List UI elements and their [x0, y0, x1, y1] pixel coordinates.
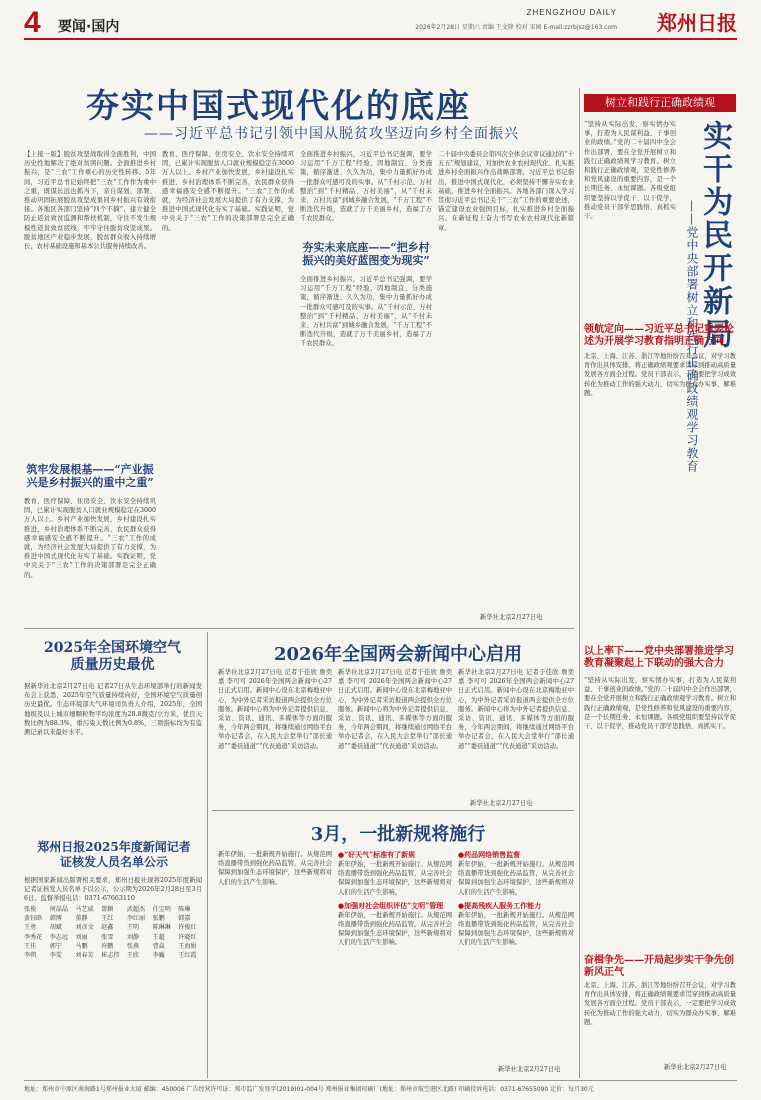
lead-column-4: 二十届中央委员会第四次全体会议审议通过的“十五五”规划建议，对加快农业农村现代化、扎实推进乡村全面振兴作出战略部署。习近平总书记指出，推进中国式现代化，必须坚持不懈夯实农业基础，推进乡村全面振兴。各地各部门深入学习贯彻习近平总书记关于“三农”工作的重要论述，锚定建设农业强国目标，扎实推进乡村全面振兴，在新征程上奋力书写农业农村现代化新篇章。 — [438, 151, 574, 232]
roster-name: 王超 — [152, 933, 165, 941]
roster-name: 许鹏 — [101, 942, 114, 950]
march-item-2-body: 新年伊始，一批新规开始施行。从规范网络直播带货到强化药品监管，从完善社会保障到加强生态环境保护，这些新规将对人们的生活产生影响。 — [338, 911, 452, 947]
roster-name: 王佳 — [24, 942, 37, 950]
air-quality-headline: 2025年全国环境空气质量历史最优 — [44, 640, 181, 673]
lead-column-2: 教育、医疗保障、住房安全、饮水安全持续巩固，已累计实现脱贫人口就业规模稳定在3000万人以上。乡村产业加快发展，乡村建设扎实推进，乡村治理体系不断完善，农民群众获得感幸福感安全感不断提升。“三农”工作的成就，为经济社会发展大局提供了有力支撑，为推进中国式现代化夯实了基础。实践证明，党中央关于“三农”工作的决策部署是完全正确的。 — [162, 151, 294, 232]
footer: 地址：郑州市中原区南海路1号郑州报业大厦 邮编：450006 广告经营许可证：郑市监广发登字(2019)01-004号 郑州报业集团印刷厂(地址：郑州市航空港区北路) 印刷投诉电话：0371-67655090 定价：每月30元 — [24, 1080, 737, 1093]
lead-column-3a: 全面推进乡村振兴，习近平总书记强调，要学习运用“千万工程”经验，因地制宜、分类施策，循序渐进、久久为功，集中力量抓好办成一批群众可感可及的实事。从“千村示范、万村整治”到“千村精品、万村美丽”，从“千村未来、万村共富”到城乡融合发展，“千万工程”不断迭代升级，造就了万千美丽乡村，造福了万千农民群众。 — [300, 151, 432, 223]
masthead — [24, 6, 737, 40]
section-title: 要闻·国内 — [58, 19, 120, 35]
roster-name: 任宝明 — [152, 906, 171, 913]
march-item-2: ●加强对社会组织评估“文明”管理 — [338, 900, 444, 910]
section-divider-3 — [212, 810, 574, 811]
lianghui-headline: 2026年全国两会新闻中心启用 — [273, 644, 523, 665]
sidebar-column-4: 北京、上海、江苏、浙江等地纷纷召开会议，对学习教育作出具体安排，将正确政绩观要求贯穿到推动高质量发展各方面全过程。党员干部表示，一定要把学习成效转化为推动工作的强大动力，切实为群众办实事、解难题。 — [584, 982, 736, 1026]
lead-column-1: 【上接一版】脱贫攻坚战取得全面胜利，中国历史性地解决了绝对贫困问题。全面推进乡村振兴，是“三农”工作重心的历史性转移。5年间，习近平总书记始终把“三农”工作作为重中之重，既谋长远也抓当下，亲自谋划、部署、推动巩固拓展脱贫攻坚成果同乡村振兴有效衔接。各地区各部门坚持“四个不摘”，建立健全防止返贫致贫监测和帮扶机制，守住不发生规模性返贫致贫底线，牢牢守住脱贫攻坚成果。脱贫地区产业稳步发展，脱贫群众收入持续增长，农村基础设施和基本公共服务持续改善。 — [24, 151, 156, 251]
march-dateline: 新华社北京2月27日电 — [498, 1066, 561, 1073]
march-headline: 3月，一批新规将施行 — [310, 824, 486, 845]
roster-name: 武超杰 — [126, 906, 146, 913]
roster-name: 许晓红 — [178, 933, 197, 941]
roster-name: 胡斌 — [49, 924, 62, 932]
roster-name: 李雯 — [49, 952, 62, 960]
roster-name: 王海娟 — [178, 942, 197, 950]
roster-name: 张鹏 — [152, 915, 165, 923]
lead-column-3b: 全面推进乡村振兴，习近平总书记强调，要学习运用“千万工程”经验，因地制宜、分类施策，循序渐进、久久为功，集中力量抓好办成一批群众可感可及的实事。从“千村示范、万村整治”到“千村精品、万村美丽”，从“千村未来、万村共富”到城乡融合发展，“千万工程”不断迭代升级，造就了万千美丽乡村，造福了万千农民群众。 — [300, 276, 432, 348]
roster-name: 马鹏 — [75, 942, 88, 950]
roster-name: 何晶晶 — [49, 906, 68, 913]
roster-name: 王明 — [126, 924, 140, 932]
roster-name: 韩博 — [49, 915, 62, 923]
march-item-1-body: 新年伊始，一批新规开始施行。从规范网络直播带货到强化药品监管，从完善社会保障到加强生态环境保护，这些新规将对人们的生活产生影响。 — [338, 861, 452, 896]
column-divider — [579, 88, 580, 1078]
roster-name: 王红 — [101, 915, 114, 923]
roster-names — [24, 905, 202, 960]
lianghui-dateline: 新华社北京2月27日电 — [470, 800, 533, 807]
sidebar-dateline: 新华社北京2月27日电 — [664, 1064, 727, 1071]
roster-name: 许俊红 — [178, 924, 197, 932]
lianghui-column-2: 新华社北京2月27日电 记者于佳欣 詹奕嘉 李可可 2026年全国两会新闻中心27日正式启用。新闻中心设在北京梅地亚中心，为中外记者采访报道两会提供全方位服务。新闻中心将为中外记者提供信息、采访、资讯、通讯、多媒体等方面的服务，今年两会期间，将继续通过网络平台举办记者会，在人民大会堂举行“部长通道”“委员通道”“代表通道”采访活动。 — [338, 669, 452, 750]
march-column-3 — [458, 850, 574, 1060]
sidebar-column-1: “坚持从实际出发，察实情办实事，打造为人民谋利益、干事创业的政绩。”党的二十届四中全会作出部署，要在全党开展树立和践行正确政绩观学习教育。树立和践行正确政绩观，是党性修养和党风建设的重要内容，是一个长期任务、永恒课题。各级党组织要坚持以学促干、以干促学，推动党员干部学思践悟、真抓实干。 — [584, 121, 676, 221]
march-item-3-body: 新年伊始，一批新规开始施行。从规范网络直播带货到强化药品监管，从完善社会保障到加强生态环境保护，这些新规将对人们的生活产生影响。 — [458, 861, 574, 896]
section-divider — [24, 628, 574, 629]
roster-name: 崔志伟 — [101, 952, 120, 960]
march-column-1: 新年伊始，一批新规开始施行。从规范网络直播带货到强化药品监管，从完善社会保障到加强生态环境保护，这些新规将对人们的生活产生影响。 — [218, 851, 332, 886]
sidebar-banner: 树立和践行正确政绩观 — [584, 94, 736, 112]
roster-name: 张雪 — [101, 933, 114, 941]
roster-headline: 郑州日报2025年度新闻记者证核发人员名单公示 — [37, 840, 191, 869]
roster-name: 刘静 — [126, 933, 140, 941]
lead-column-1b: 教育、医疗保障、住房安全、饮水安全持续巩固，已累计实现脱贫人口就业规模稳定在3000万人以上。乡村产业加快发展，乡村建设扎实推进，乡村治理体系不断完善，农民群众获得感幸福感安全感不断提升。“三农”工作的成就，为经济社会发展大局提供了有力支撑，为推进中国式现代化夯实了基础。实践证明，党中央关于“三农”工作的决策部署是完全正确的。 — [24, 498, 156, 579]
roster-name: 李红丽 — [126, 915, 146, 923]
sidebar-column-2: 北京、上海、江苏、浙江等地纷纷召开会议，对学习教育作出具体安排，将正确政绩观要求贯穿到推动高质量发展各方面全过程。党员干部表示，一定要把学习成效转化为推动工作的强大动力，切实为群众办实事、解难题。 — [584, 353, 736, 397]
roster-name: 张燕 — [126, 942, 140, 950]
march-column-2 — [338, 850, 452, 1070]
roster-name: 刘春芳 — [75, 952, 94, 960]
paper-english-name: ZHENGZHOU DAILY — [526, 8, 617, 17]
sidebar-vertical-headline: 实干为民开新局 — [697, 120, 732, 351]
column-divider-2 — [207, 632, 208, 1078]
roster-name: 黄钰晗 — [24, 915, 43, 923]
roster-name: 李巍 — [152, 952, 165, 960]
paper-meta: 2026年2月28日 星期六 责编 王文锋 校对 宋园 E-mail:zzrbjsz@163.com — [415, 24, 617, 31]
roster-name: 陈琳琳 — [152, 924, 171, 932]
sidebar-vertical-subheadline: ——党中央部署树立和践行正确政绩观学习教育 — [685, 200, 699, 473]
roster-intro: 根据国家新闻出版署相关要求，郑州日报社现将2025年度新闻记者证核发人员名单予以公示，公示期为2026年2月28日至3月6日。监督举报电话：0371-67663110 — [24, 877, 202, 903]
lead-subhead-2: 夯实未来底座——“把乡村振兴的美好蓝图变为现实” — [302, 241, 430, 267]
lianghui-column-1: 新华社北京2月27日电 记者于佳欣 詹奕嘉 李可可 2026年全国两会新闻中心27日正式启用。新闻中心设在北京梅地亚中心，为中外记者采访报道两会提供全方位服务。新闻中心将为中外记者提供信息、采访、资讯、通讯、多媒体等方面的服务，今年两会期间，将继续通过网络平台举办记者会，在人民大会堂举行“部长通道”“委员通道”“代表通道”采访活动。 — [218, 669, 332, 750]
march-item-1: ●“好天气”标准有了新规 — [338, 850, 416, 859]
sidebar-red-head-3: 奋楫争先——开局起步实干争先创新风正气 — [584, 955, 734, 978]
roster-name: 王红霞 — [178, 952, 197, 960]
roster-name: 王勇 — [24, 924, 37, 932]
roster-name: 李朔 — [24, 952, 37, 960]
roster-name: 曹焱 — [152, 942, 165, 950]
march-item-4-body: 新年伊始，一批新规开始施行。从规范网络直播带货到强化药品监管，从完善社会保障到加强生态环境保护，这些新规将对人们的生活产生影响。 — [458, 911, 574, 947]
roster-name: 郭宁 — [49, 942, 62, 950]
lead-dateline: 新华社北京2月27日电 — [480, 614, 543, 621]
roster-name: 陈琳 — [178, 906, 191, 913]
march-item-4: ●提高残疾人服务工作能力 — [458, 900, 542, 910]
lianghui-column-3: 新华社北京2月27日电 记者于佳欣 詹奕嘉 李可可 2026年全国两会新闻中心27日正式启用。新闻中心设在北京梅地亚中心，为中外记者采访报道两会提供全方位服务。新闻中心将为中外记者提供信息、采访、资讯、通讯、多媒体等方面的服务，今年两会期间，将继续通过网络平台举办记者会，在人民大会堂举行“部长通道”“委员通道”“代表通道”采访活动。 — [458, 669, 574, 750]
page-number: 4 — [24, 6, 41, 39]
roster-name: 刘彦文 — [75, 924, 94, 932]
sidebar-red-head-1: 领航定向——习近平总书记重要论述为开展学习教育指明正确方向 — [584, 324, 734, 347]
air-quality-body: 据新华社北京2月27日电 记者27日从生态环境部举行的新闻发布会上获悉，2025年空气质量持续向好，全国环境空气质量创历史最优。生态环境部大气环境司负责人介绍，2025年，全国地级及以上城市细颗粒物平均浓度为28.8微克/立方米，优良天数比例为88.3%，重污染天数比例为0.8%，三项指标均为有监测记录以来最好水平。 — [24, 683, 202, 737]
roster-name: 王欣 — [126, 952, 140, 960]
sidebar-red-head-2: 以上率下——党中央部署推进学习教育凝聚起上下联动的强大合力 — [584, 646, 734, 669]
lead-subhead-1: 筑牢发展根基——“产业振兴是乡村振兴的重中之重” — [26, 463, 154, 489]
march-item-3: ●药品网络销售监督 — [458, 850, 521, 859]
roster-name: 董静 — [75, 915, 88, 923]
paper-logo: 郑州日报 — [657, 11, 737, 35]
roster-name: 李秀花 — [24, 933, 43, 941]
roster-name: 赵鑫 — [101, 924, 114, 932]
roster-name: 张俊 — [24, 906, 37, 913]
lead-subheadline: ——习近平总书记引领中国从脱贫攻坚迈向乡村全面振兴 — [144, 126, 519, 142]
roster-name: 曾颖 — [101, 906, 114, 913]
roster-name: 刘丽 — [75, 933, 88, 941]
sidebar-column-3: “坚持从实际出发，察实情办实事，打造为人民谋利益、干事创业的政绩。”党的二十届四中全会作出部署，要在全党开展树立和践行正确政绩观学习教育。树立和践行正确政绩观，是党性修养和党风建设的重要内容，是一个长期任务、永恒课题。各级党组织要坚持以学促干、以干促学，推动党员干部学思践悟、真抓实干。 — [584, 677, 736, 731]
lead-headline: 夯实中国式现代化的底座 — [86, 86, 471, 125]
roster-name: 马艺威 — [75, 906, 94, 913]
roster-name: 韩嘉 — [178, 915, 191, 923]
roster-name: 李志远 — [49, 933, 68, 941]
